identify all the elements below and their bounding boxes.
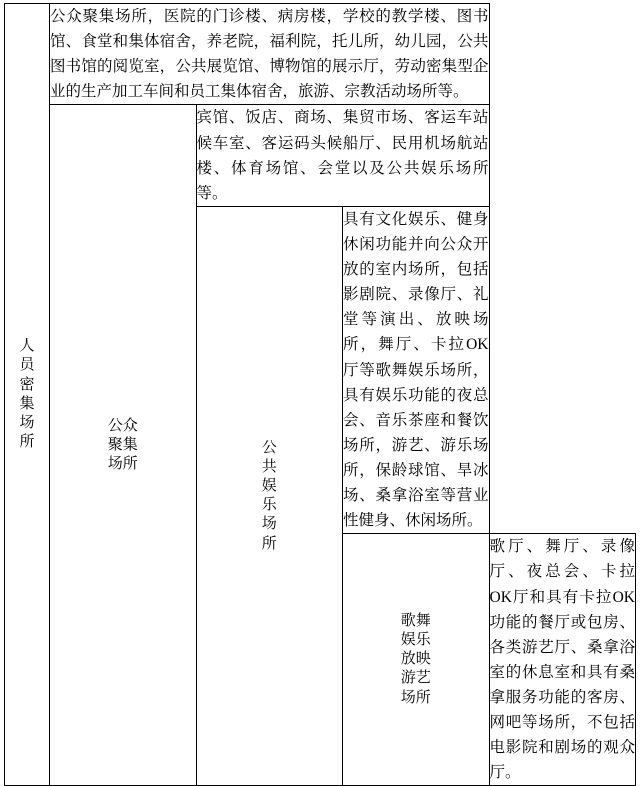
cell-dance-video-game-content — [489, 534, 636, 786]
cell-public-entertainment-content — [343, 206, 490, 533]
row-label-crowded-places — [5, 4, 50, 786]
cell-public-gathering-content — [196, 105, 489, 206]
classification-table — [4, 3, 636, 786]
row-label-public-entertainment — [196, 206, 343, 786]
row-label-dance-video-game-text: 歌舞娱乐放映游艺场所 — [400, 612, 431, 706]
document-page — [0, 3, 640, 782]
table-row — [5, 4, 636, 105]
table-row — [5, 105, 636, 206]
dance-video-game-text: 歌厅、舞厅、录像厅、夜总会、卡拉OK厅和具有卡拉OK功能的餐厅或包房、各类游艺厅、桑拿浴室的休息室和具有桑拿服务功能的客房、网吧等场所，不包括电影院和剧场的观众厅。 — [489, 538, 635, 782]
row-label-public-gathering-text: 公众聚集场所 — [107, 417, 138, 472]
public-entertainment-text: 具有文化娱乐、健身休闲功能并向公众开放的室内场所，包括影剧院、录像厅、礼堂等演出、放映场所，舞厅、卡拉OK厅等歌舞娱乐场所，具有娱乐功能的夜总会、音乐茶座和餐饮场所，游艺、游乐场所，保龄球馆、旱冰场、桑拿浴室等营业性健身、休闲场所。 — [343, 210, 489, 530]
public-gathering-text: 宾馆、饭店、商场、集贸市场、客运车站候车室、客运码头候船厅、民用机场航站楼、体育场馆、会堂以及公共娱乐场所等。 — [196, 109, 489, 202]
crowded-places-text: 公众聚集场所，医院的门诊楼、病房楼，学校的教学楼、图书馆、食堂和集体宿舍，养老院，福利院，托儿所，幼儿园，公共图书馆的阅览室，公共展览馆、博物馆的展示厅，劳动密集型企业的生产加工车间和员工集体宿舍，旅游、宗教活动场所等。 — [50, 8, 489, 101]
row-label-dance-video-game — [343, 534, 490, 786]
row-label-public-entertainment-text: 公共娱乐场所 — [261, 439, 277, 552]
row-label-public-gathering — [50, 105, 197, 786]
cell-crowded-places-content — [50, 4, 490, 105]
row-label-crowded-places-text: 人员密集场所 — [19, 338, 35, 451]
